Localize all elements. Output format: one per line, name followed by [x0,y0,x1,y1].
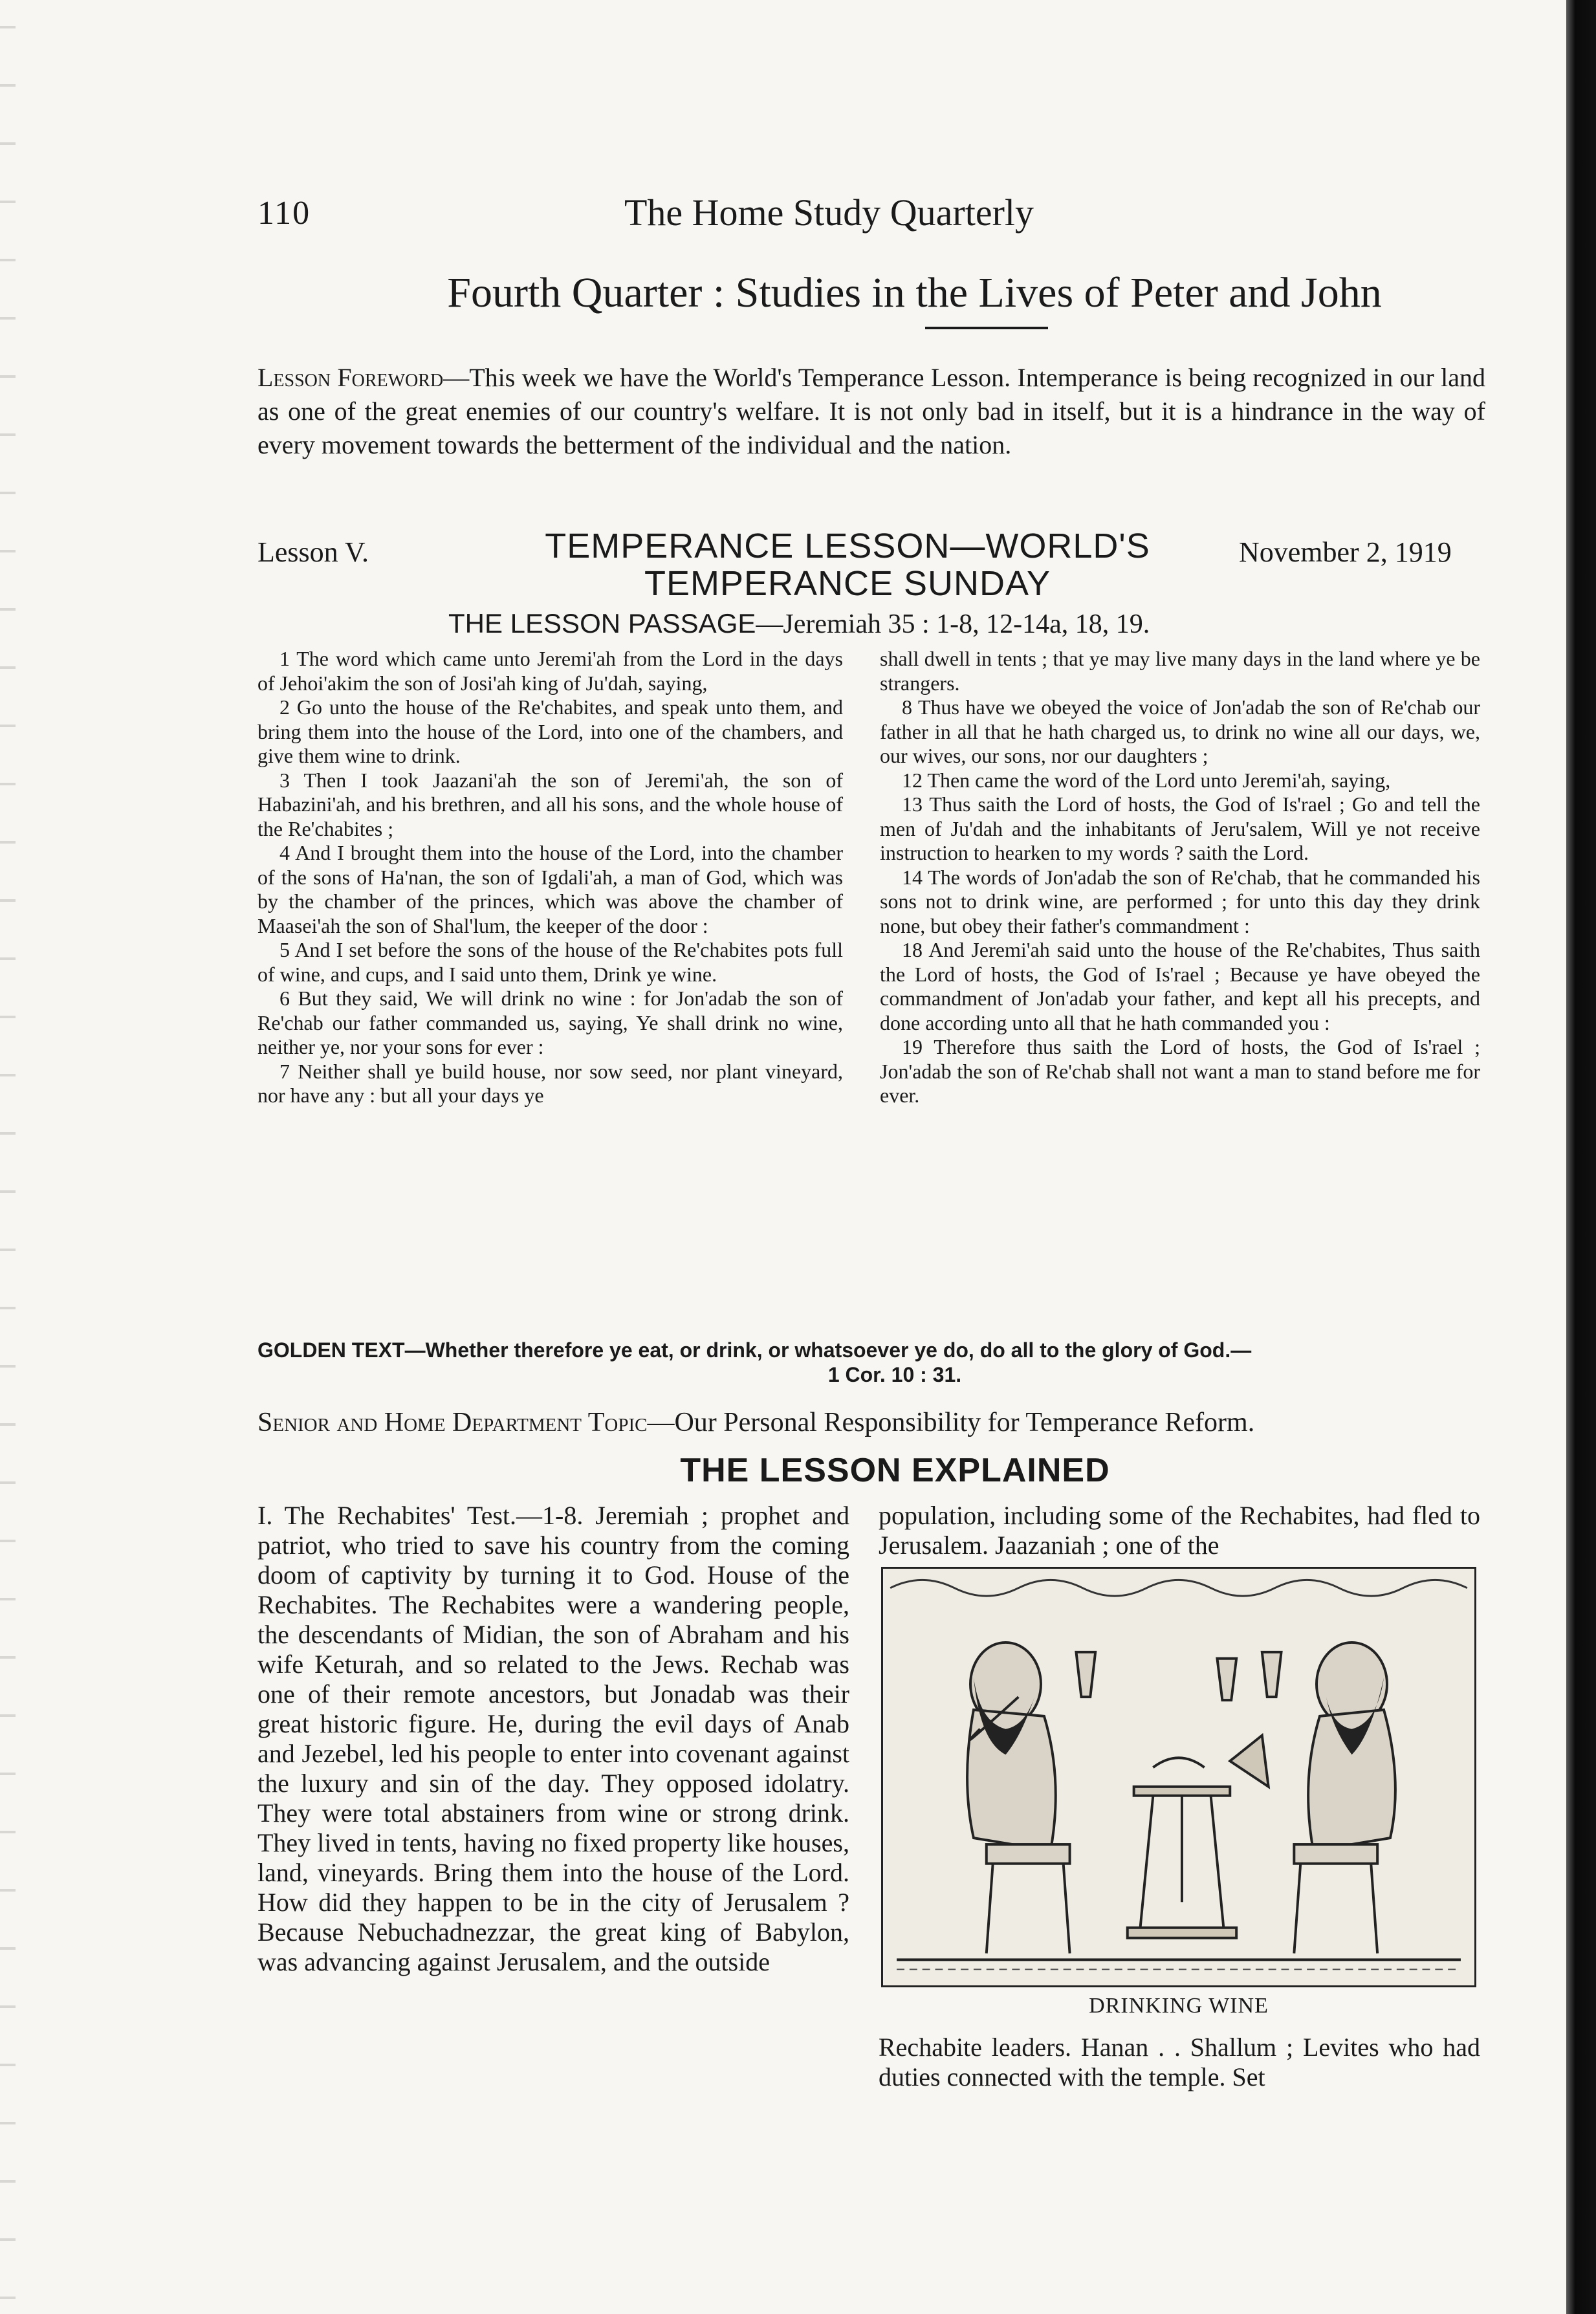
verse: 13 Thus saith the Lord of hosts, the God of Is'rael ; Go and tell the men of Ju'dah and the inhabitants of Jeru'salem, Will ye not receive instruction to hearken to my words ? saith the Lord. [880,792,1480,864]
explained-right-bottom: Rechabite leaders. Hanan . . Shallum ; Levites who had duties connected with the temple. Set [879,2033,1480,2091]
department-topic [257,1407,1487,1438]
passage-ref: —Jeremiah 35 : 1-8, 12-14a, 18, 19. [756,609,1150,639]
topic-text: —Our Personal Responsibility for Temperance Reform. [647,1408,1255,1437]
topic-label: Senior and Home Department Topic [257,1408,648,1437]
drinking-wine-drawing [883,1569,1474,1985]
scan-edge-right [1566,0,1596,2314]
lesson-number: Lesson V. [257,536,369,568]
lesson-explained-heading: THE LESSON EXPLAINED [680,1452,1110,1489]
scan-edge-left [0,0,16,2314]
quarter-title: Fourth Quarter : Studies in the Lives of Peter and John [447,269,1382,316]
verse: 7 Neither shall ye build house, nor sow seed, nor plant vineyard, nor have any : but all your days ye [257,1059,843,1107]
verse: 14 The words of Jon'adab the son of Re'chab, that he commanded his sons not to drink wine, are performed ; for unto this day they drink none, but obey their father's commandment : [880,865,1480,937]
lesson-title-line2: TEMPERANCE SUNDAY [644,564,1051,603]
figure-caption: DRINKING WINE [1089,1994,1269,2018]
verse: 3 Then I took Jaazani'ah the son of Jeremi'ah, the son of Habazini'ah, and his brethren, and all his sons, and the whole house of the Re'chabites ; [257,768,843,840]
verse: 6 But they said, We will drink no wine : for Jon'adab the son of Re'chab our father commanded us, saying, Ye shall drink no wine, neither ye, nor your sons for ever : [257,987,843,1058]
golden-text-label: GOLDEN TEXT [257,1338,405,1362]
verse: 2 Go unto the house of the Re'chabites, and speak unto them, and bring them into the house of the Lord, into one of the chambers, and give them wine to drink. [257,695,843,767]
lesson-title [505,527,1190,602]
verse: 19 Therefore thus saith the Lord of hosts, the God of Is'rael ; Jon'adab the son of Re'chab shall not want a man to stand before me for ever. [880,1035,1480,1107]
verse: 4 And I brought them into the house of the Lord, into the chamber of the sons of Ha'nan, the son of Igdali'ah, a man of God, which was by the chamber of the princes, which was above the chamber of Maasei'ah the son of Shal'lum, the keeper of the door : [257,841,843,937]
lesson-passage-heading [448,608,1150,640]
drinking-wine-illustration [881,1567,1476,1987]
explained-right-top: population, including some of the Rechabites, had fled to Jerusalem. Jaazaniah ; one of the [879,1501,1480,1560]
golden-text [257,1338,1480,1387]
verse: 8 Thus have we obeyed the voice of Jon'adab the son of Re'chab our father in all that he hath charged us, to drink no wine all our days, we, our wives, our sons, nor our daughters ; [880,695,1480,767]
verses-right-column [880,647,1480,1108]
golden-text-ref: 1 Cor. 10 : 31. [827,1363,962,1386]
title-rule [925,327,1048,329]
golden-text-body: —Whether therefore ye eat, or drink, or whatsoever ye do, do all to the glory of God.— [404,1338,1252,1362]
lesson-title-line1: TEMPERANCE LESSON—WORLD'S [545,527,1150,565]
verse: 5 And I set before the sons of the house of the Re'chabites pots full of wine, and cups, and I said unto them, Drink ye wine. [257,938,843,986]
foreword-label: Lesson Foreword [257,363,444,392]
page-number: 110 [257,195,311,232]
lesson-foreword [257,361,1485,462]
explained-left-column: I. The Rechabites' Test.—1-8. Jeremiah ; prophet and patriot, who tried to save his country from the coming doom of captivity by turning it to God. House of the Rechabites. The Rechabites were a wandering people, the descendants of Midian, the son of Abraham and his wife Keturah, and so related to the Jews. Rechab was one of their remote ancestors, but Jonadab was their great historic figure. He, during the evil days of Anab and Jezebel, led his people to enter into covenant against the luxury and sin of the day. They opposed idolatry. They were total abstainers from wine or strong drink. They lived in tents, having no fixed property like houses, land, vineyards. Bring them into the house of the Lord. How did they happen to be in the city of Jerusalem ? Because Nebuchadnezzar, the great king of Babylon, was advancing against Jerusalem, and the outside [257,1501,849,1976]
verse: 1 The word which came unto Jeremi'ah from the Lord in the days of Jehoi'akim the son of Josi'ah king of Ju'dah, saying, [257,647,843,695]
verse: 18 And Jeremi'ah said unto the house of the Re'chabites, Thus saith the Lord of hosts, the God of Is'rael ; Because ye have obeyed the commandment of Jon'adab your father, and kept all his precepts, and done according unto all that he hath commanded you : [880,938,1480,1034]
verses-left-column [257,647,843,1108]
passage-label: THE LESSON PASSAGE [448,608,756,639]
verse: shall dwell in tents ; that ye may live many days in the land where ye be strangers. [880,647,1480,695]
lesson-date: November 2, 1919 [1239,536,1452,568]
verse: 12 Then came the word of the Lord unto Jeremi'ah, saying, [902,768,1391,792]
foreword-text: —This week we have the World's Temperance Lesson. Intemperance is being recognized in our land as one of the great enemies of our country's welfare. It is not only bad in itself, but it is a hindrance in the way of every movement towards the betterment of the individual and the nation. [257,363,1486,459]
running-head: The Home Study Quarterly [624,191,1034,234]
